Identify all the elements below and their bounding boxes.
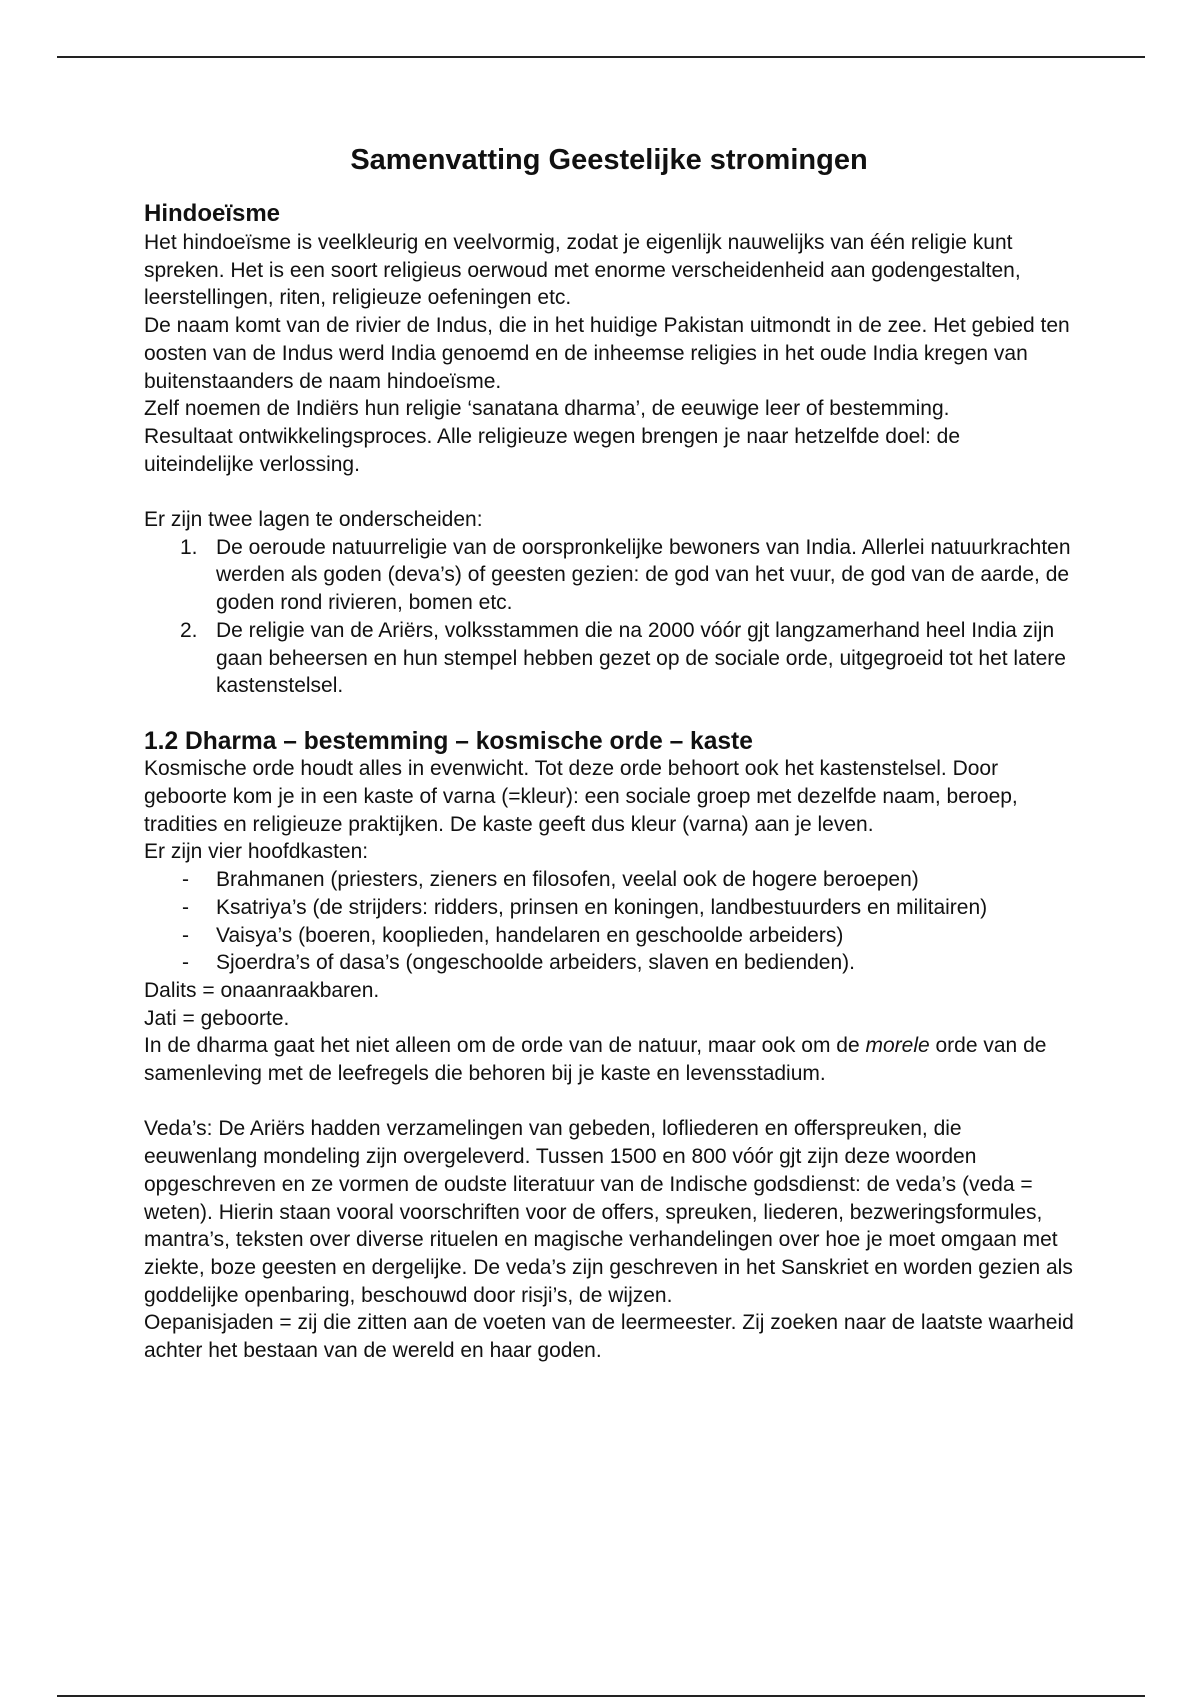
paragraph-dharma-morality [144, 1032, 1074, 1087]
list-item [144, 866, 1074, 894]
paragraph-vedas: Veda’s: De Ariërs hadden verzamelingen van gebeden, lofliederen en offerspreuken, die eeuwenlang mondeling zijn overgeleverd. Tussen 1500 en 800 vóór gjt zijn deze woorden opgeschreven en ze vormen de oudste literatuur van de Indische godsdienst: de veda’s (veda = weten). Hierin staan vooral voorschriften voor de offers, spreuken, liederen, bezweringsformules, mantra’s, teksten over diverse rituelen en magische verhandelingen over hoe je moet omgaan met ziekte, boze geesten en dergelijke. De veda’s zijn geschreven in het Sanskriet en worden gezien als goddelijke openbaring, beschouwd door risji’s, de wijzen. [144, 1117, 1073, 1307]
spacer [144, 1088, 1074, 1116]
paragraph-development: Resultaat ontwikkelingsproces. Alle religieuze wegen brengen je naar hetzelfde doel: de uiteindelijke verlossing. [144, 424, 961, 476]
list-item [144, 949, 1074, 977]
list-item-text: Sjoerdra’s of dasa’s (ongeschoolde arbeiders, slaven en bedienden). [216, 951, 855, 975]
list-number: 2. [180, 618, 198, 642]
list-item-text: De oeroude natuurreligie van de oorspronkelijke bewoners van India. Allerlei natuurkrachten werden als goden (deva’s) of geesten gezien: de god van het vuur, de god van de aarde, de goden rond rivieren, bomen etc. [216, 535, 1071, 615]
list-item [144, 894, 1074, 922]
list-item [144, 922, 1074, 950]
castes-intro: Er zijn vier hoofdkasten: [144, 840, 369, 864]
list-dash: - [182, 951, 189, 975]
layers-list [144, 534, 1074, 700]
paragraph-sanatana-dharma: Zelf noemen de Indiërs hun religie ‘sanatana dharma’, de eeuwige leer of bestemming. [144, 397, 950, 421]
page-content [144, 140, 1074, 1365]
paragraph-oepanisjaden: Oepanisjaden = zij die zitten aan de voeten van de leermeester. Zij zoeken naar de laatste waarheid achter het bestaan van de wereld en haar goden. [144, 1311, 1074, 1363]
paragraph-dalits: Dalits = onaanraakbaren. [144, 978, 380, 1002]
list-dash: - [182, 923, 189, 947]
list-dash: - [182, 895, 189, 919]
list-dash: - [182, 868, 189, 892]
list-item [144, 617, 1074, 700]
list-item-text: Ksatriya’s (de strijders: ridders, prinsen en koningen, landbestuurders en militairen) [216, 895, 988, 919]
list-item-text: De religie van de Ariërs, volksstammen die na 2000 vóór gjt langzamerhand heel India zijn gaan beheersen en hun stempel hebben gezet op de sociale orde, uitgegroeid tot het latere kastenstelsel. [216, 618, 1066, 698]
spacer [144, 700, 1074, 728]
spacer [144, 478, 1074, 506]
top-rule [57, 56, 1145, 58]
document-title: Samenvatting Geestelijke stromingen [350, 144, 868, 176]
layers-intro: Er zijn twee lagen te onderscheiden: [144, 508, 483, 532]
dharma-text-emphasis: morele [865, 1034, 930, 1058]
paragraph-intro: Het hindoeïsme is veelkleurig en veelvormig, zodat je eigenlijk nauwelijks van één religie kunt spreken. Het is een soort religieus oerwoud met enorme verscheidenheid aan godengestalten, leerstellingen, riten, religieuze oefeningen etc. [144, 231, 1021, 310]
dharma-text-start: In de dharma gaat het niet alleen om de orde van de natuur, maar ook om de [144, 1034, 866, 1058]
dharma-text-end: orde van de samenleving met de leefregels die behoren bij je kaste en levensstadium. [144, 1034, 1047, 1086]
list-item-text: Brahmanen (priesters, zieners en filosofen, veelal ook de hogere beroepen) [216, 868, 919, 892]
paragraph-cosmic-order: Kosmische orde houdt alles in evenwicht. Tot deze orde behoort ook het kastenstelsel. Door geboorte kom je in een kaste of varna (=kleur): een sociale groep met dezelfde naam, beroep, tradities en religieuze praktijken. De kaste geeft dus kleur (varna) aan je leven. [144, 757, 1018, 836]
bottom-rule [57, 1695, 1145, 1697]
paragraph-name-origin: De naam komt van de rivier de Indus, die in het huidige Pakistan uitmondt in de zee. Het gebied ten oosten van de Indus werd India genoemd en de inheemse religies in het oude India kregen van buitenstaanders de naam hindoeïsme. [144, 314, 1070, 393]
list-item [144, 534, 1074, 617]
paragraph-jati: Jati = geboorte. [144, 1006, 290, 1030]
list-item-text: Vaisya’s (boeren, kooplieden, handelaren en geschoolde arbeiders) [216, 923, 844, 947]
list-number: 1. [180, 535, 198, 559]
castes-list [144, 866, 1074, 977]
section-heading-hindoeisme: Hindoeïsme [144, 200, 281, 227]
section-heading-dharma: 1.2 Dharma – bestemming – kosmische orde – kaste [144, 727, 753, 755]
